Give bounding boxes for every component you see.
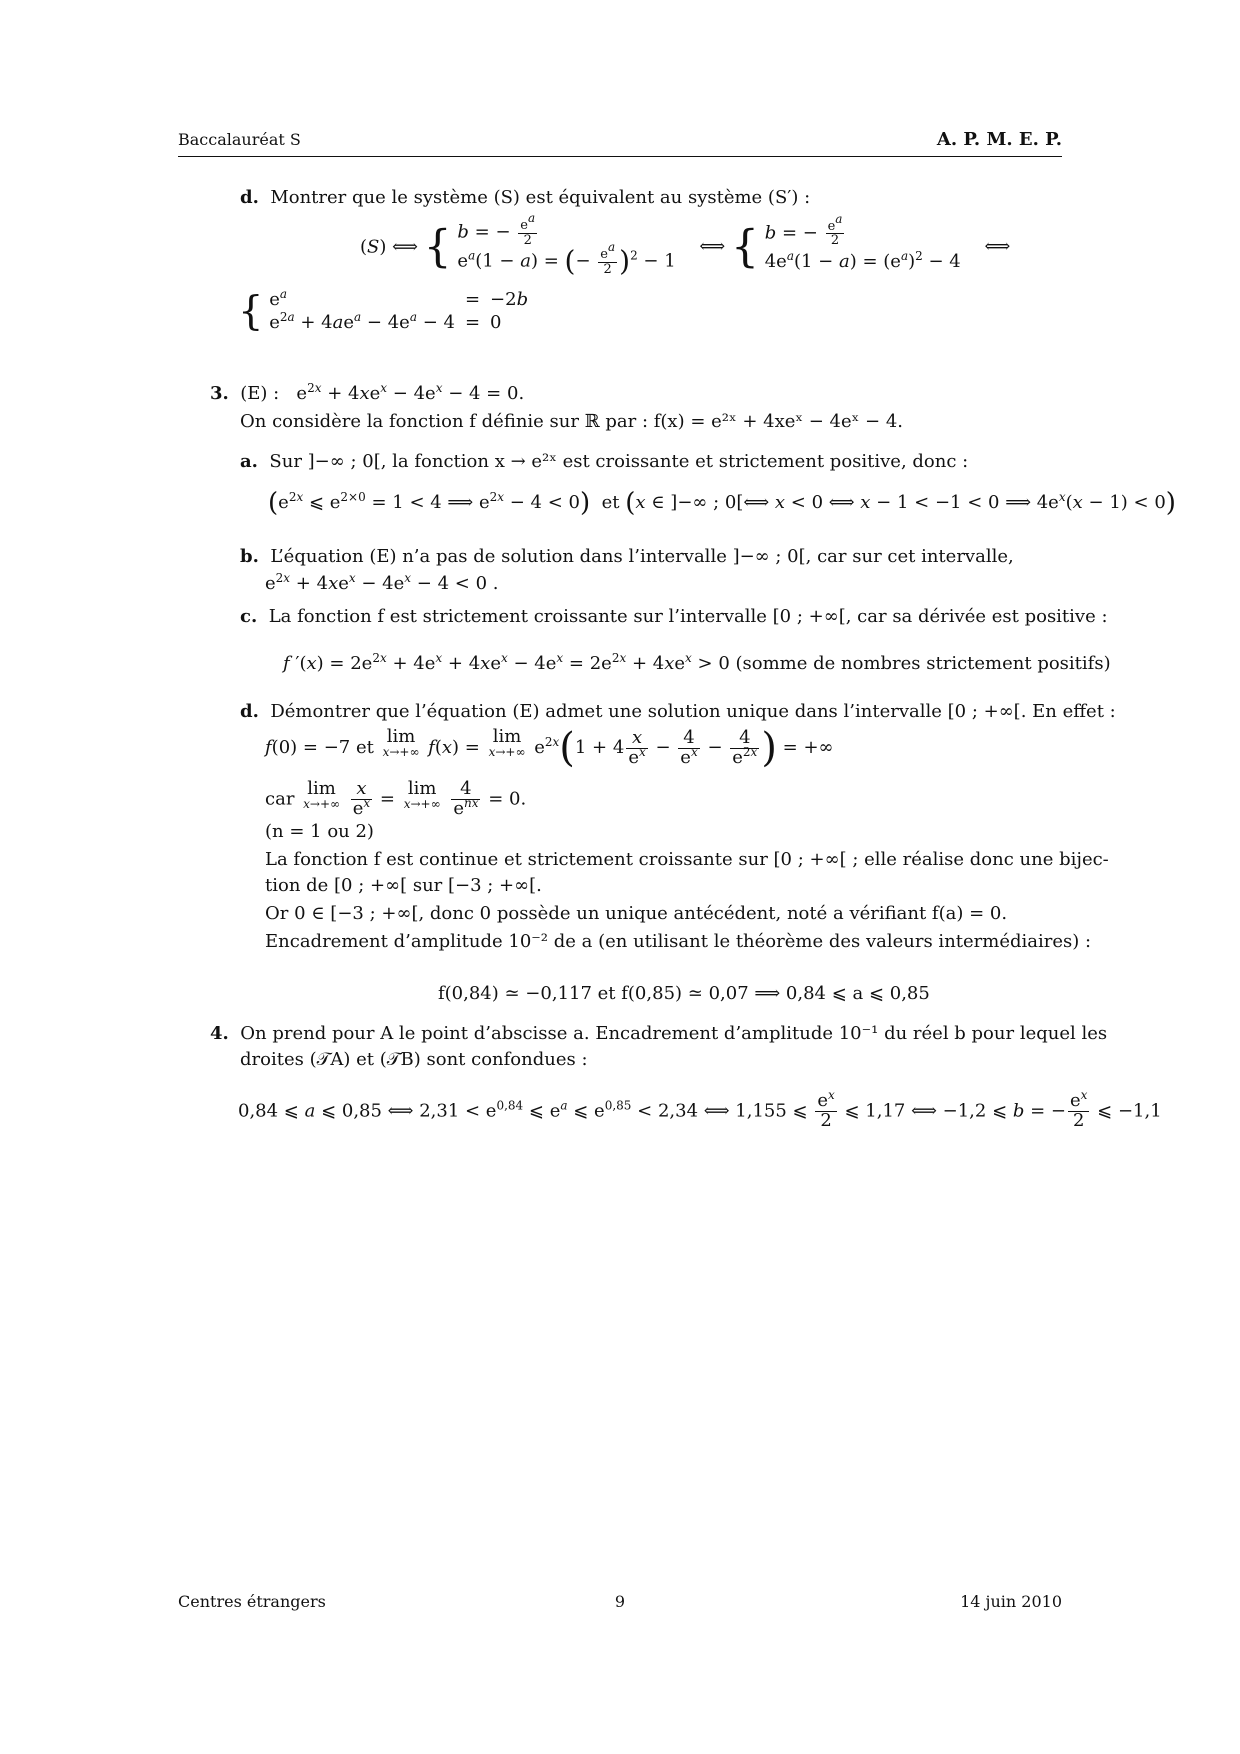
- system-s-prime: b = − $\frac{e^a}{2}$ $4e^a(1 - a) = (e^a)^2 - 4$: [764, 211, 961, 272]
- question-3c-text: La fonction f est strictement croissante sur l’intervalle [0 ; +∞[, car sa dérivée est positive :: [268, 606, 1108, 627]
- question-3d-n: (n = 1 ou 2): [265, 821, 374, 842]
- question-3c-note: (somme de nombres strictement positifs): [735, 653, 1111, 674]
- question-3c: [240, 605, 1108, 628]
- system-final: { $e^a$ = −2b $e^{2a} + 4ae^a - 4e^a - 4$ = 0: [238, 287, 529, 335]
- limit-line-1: f(0) = −7 et lim x→+∞ f(x) = lim x→+∞ $e^{2x}(1 + 4$ $\frac{x}{e^x}$ − $\frac{4}{e^x}$ − $\frac{4}{e^{2x}}$ ) = +∞: [265, 725, 834, 771]
- question-3a: [240, 450, 968, 473]
- question-d-label: d.: [240, 187, 259, 208]
- question-3d-bracket: f(0,84) ≃ −0,117 et f(0,85) ≃ 0,07 ⟹ 0,84 ⩽ a ⩽ 0,85: [438, 983, 930, 1004]
- question-3-number: 3.: [210, 383, 229, 404]
- question-3a-formula: ($e^{2x}$ ⩽ $e^{2\times 0} = 1 < 4$ ⟹ $e^{2x} - 4 < 0$) et (x ∈ ]−∞ ; 0[⟺ x < 0 ⟺ x − 1 < −1 < 0 ⟹ $4e^x(x - 1) < 0$): [268, 488, 1176, 518]
- question-4-line-2: droites (𝒯A) et (𝒯B) sont confondues :: [240, 1049, 588, 1070]
- equation-e-label: (E) :: [240, 383, 280, 404]
- question-3b: [240, 545, 1014, 568]
- question-3a-label: a.: [240, 451, 258, 472]
- question-3c-formula: f $'(x) = 2e^{2x} + 4e^x + 4xe^x - 4e^x = 2e^{2x} + 4xe^x > 0$ (somme de nombres strictement positifs): [283, 651, 1111, 674]
- question-3b-label: b.: [240, 546, 259, 567]
- question-3c-label: c.: [240, 606, 258, 627]
- question-3d-p1: La fonction f est continue et strictement croissante sur [0 ; +∞[ ; elle réalise donc une bijec-: [265, 849, 1109, 870]
- question-4-text-1: On prend pour A le point d’abscisse a. Encadrement d’amplitude 10⁻¹ du réel b pour lequel les: [240, 1023, 1108, 1044]
- question-3-intro: On considère la fonction f définie sur ℝ par : f(x) = e²ˣ + 4xeˣ − 4eˣ − 4.: [240, 411, 903, 432]
- question-3d-p2: tion de [0 ; +∞[ sur [−3 ; +∞[.: [265, 875, 542, 896]
- question-3d-p3: Or 0 ∈ [−3 ; +∞[, donc 0 possède un unique antécédent, noté a vérifiant f(a) = 0.: [265, 903, 1008, 924]
- question-4-number: 4.: [210, 1023, 229, 1044]
- footer-date: 14 juin 2010: [960, 1592, 1062, 1611]
- question-d-text: Montrer que le système (S) est équivalent au système (S′) :: [270, 187, 811, 208]
- footer-left: Centres étrangers: [178, 1592, 326, 1611]
- system-equivalence: (S) ⟺ { b = − $\frac{e^a}{2}$ $e^a(1 - a)$ = (− $\frac{e^a}{2}$ )$^2$ − 1 ⟺ { b = − $\frac{e^a}{2}$ $4e^a(1 - a) = (e^a)^2 - 4$ ⟺: [360, 211, 1011, 278]
- question-3d-text: Démontrer que l’équation (E) admet une solution unique dans l’intervalle [0 ; +∞[. En effet :: [270, 701, 1116, 722]
- question-3-equation: 3. (E) : $e^{2x} + 4xe^x - 4e^x - 4 = 0$.: [210, 381, 525, 404]
- question-3b-text: L’équation (E) n’a pas de solution dans l’intervalle ]−∞ ; 0[, car sur cet intervalle,: [270, 546, 1014, 567]
- page-header: [178, 130, 1062, 157]
- question-4-line-1: [210, 1022, 1107, 1045]
- question-3d: [240, 700, 1116, 723]
- question-3d-label: d.: [240, 701, 259, 722]
- system-s: b = − $\frac{e^a}{2}$ $e^a(1 - a)$ = (− $\frac{e^a}{2}$ )$^2$ − 1: [457, 211, 676, 278]
- question-3a-text: Sur ]−∞ ; 0[, la fonction x → e²ˣ est croissante et strictement positive, donc :: [269, 451, 969, 472]
- question-3b-formula: $e^{2x} + 4xe^x - 4e^x - 4 < 0$ .: [265, 571, 499, 594]
- header-left: Baccalauréat S: [178, 130, 301, 149]
- question-3d-p4: Encadrement d’amplitude 10⁻² de a (en utilisant le théorème des valeurs intermédiaires) :: [265, 931, 1092, 952]
- question-4-formula: 0,84 ⩽ a ⩽ 0,85 ⟺ $2,31 < e^{0,84}$ ⩽ $e^a$ ⩽ $e^{0,85} < 2,34$ ⟺ 1,155 ⩽ $\frac{e^x}{2}$ ⩽ 1,17 ⟺ −1,2 ⩽ b = − $\frac{e^x}{2}$ ⩽ −1,1: [238, 1088, 1162, 1131]
- question-d-intro: [240, 186, 810, 209]
- page-number: 9: [614, 1592, 626, 1611]
- limit-line-2: car lim x→+∞ $\frac{x}{e^x}$ = lim x→+∞ $\frac{4}{e^{nx}}$ = 0.: [265, 778, 527, 819]
- header-right: A. P. M. E. P.: [936, 129, 1062, 150]
